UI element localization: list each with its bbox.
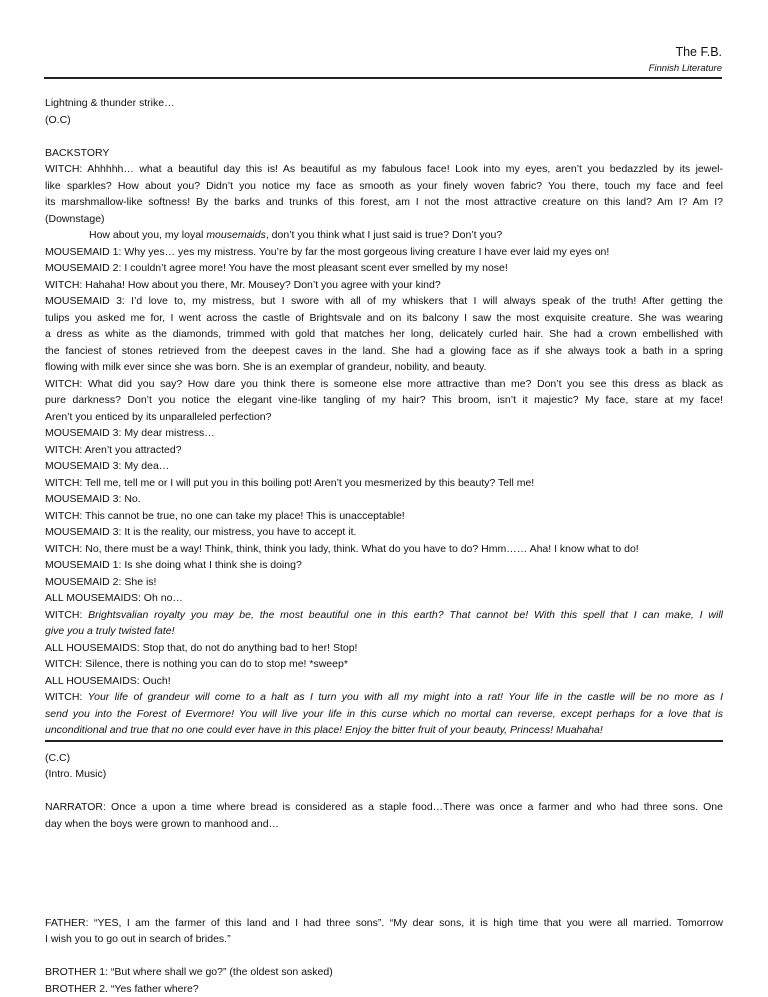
text-run-italic: Brightsvalian royalty you may be, the most beautiful one in this earth? That cannot be! With this spell that I can make, I will xyxy=(88,609,723,621)
dialogue-line: unconditional and true that no one could ever have in this place! Enjoy the bitter fruit of your beauty, Princess! Muahaha! xyxy=(45,722,723,739)
dialogue-line: give you a truly twisted fate! xyxy=(45,623,723,640)
dialogue-line: WITCH: Ahhhhh… what a beautiful day this is! As beautiful as my fabulous face! Look into my eyes, aren’t you bedazzled by its jewel- xyxy=(45,161,723,178)
dialogue-line: ALL MOUSEMAIDS: Oh no… xyxy=(45,590,723,607)
dialogue-line: NARRATOR: Once a upon a time where bread is considered as a staple food…There was once a farmer and who had three sons. One xyxy=(45,799,723,816)
dialogue-line: MOUSEMAID 3: My dear mistress… xyxy=(45,425,723,442)
dialogue-line: pure darkness? Don’t you notice the elegant vine-like tangling of my hair? This broom, isn’t it majestic? My face, stare at my face! xyxy=(45,392,723,409)
text-run-italic: Your life of grandeur will come to a halt as I turn you with all my might into a rat! Your life in the castle will be no more as I xyxy=(88,691,723,703)
dialogue-line: BROTHER 2. “Yes father where? xyxy=(45,981,723,997)
stage-direction: (C.C) xyxy=(45,750,723,767)
text-run-italic: mousemaids xyxy=(206,229,266,241)
dialogue-line: MOUSEMAID 2: I couldn’t agree more! You have the most pleasant scent ever smelled by my nose! xyxy=(45,260,723,277)
dialogue-line: ALL HOUSEMAIDS: Ouch! xyxy=(45,673,723,690)
section-rule xyxy=(45,740,723,742)
dialogue-line xyxy=(45,227,723,244)
dialogue-line: day when the boys were grown to manhood and… xyxy=(45,816,723,833)
page-header xyxy=(649,44,722,75)
dialogue-line: like sparkles? How about you? Didn’t you notice my face as smooth as your finely woven fabric? You there, touch my face and feel xyxy=(45,178,723,195)
dialogue-line: its marshmallow-like softness! By the barks and trunks of this forest, am I not the most attractive creature on this land? Am I? Am I? xyxy=(45,194,723,211)
dialogue-line: send you into the Forest of Evermore! You will live your life in this curse which no mortal can reverse, except perhaps for a love that is xyxy=(45,706,723,723)
dialogue-line: Aren’t you enticed by its unparalleled perfection? xyxy=(45,409,723,426)
dialogue-line: WITCH: This cannot be true, no one can take my place! This is unacceptable! xyxy=(45,508,723,525)
dialogue-line xyxy=(45,607,723,624)
header-rule xyxy=(44,77,722,79)
dialogue-line: WITCH: Tell me, tell me or I will put you in this boiling pot! Aren’t you mesmerized by this beauty? Tell me! xyxy=(45,475,723,492)
dialogue-line xyxy=(45,689,723,706)
stage-direction: (Intro. Music) xyxy=(45,766,723,783)
section-heading: BACKSTORY xyxy=(45,145,723,162)
dialogue-line: I wish you to go out in search of brides.” xyxy=(45,931,723,948)
stage-direction: Lightning & thunder strike… xyxy=(45,95,723,112)
dialogue-line: WITCH: Aren’t you attracted? xyxy=(45,442,723,459)
header-subtitle: Finnish Literature xyxy=(649,62,722,75)
dialogue-line: ALL HOUSEMAIDS: Stop that, do not do anything bad to her! Stop! xyxy=(45,640,723,657)
text-run: , don’t you think what I just said is true? Don’t you? xyxy=(266,229,502,241)
dialogue-line: BROTHER 1: “But where shall we go?” (the oldest son asked) xyxy=(45,964,723,981)
dialogue-line: (Downstage) xyxy=(45,211,723,228)
text-run: WITCH: xyxy=(45,609,88,621)
stage-direction: (O.C) xyxy=(45,112,723,129)
dialogue-line: FATHER: “YES, I am the farmer of this land and I had three sons”. “My dear sons, it is high time that you were all married. Tomorrow xyxy=(45,915,723,932)
dialogue-line: MOUSEMAID 3: It is the reality, our mistress, you have to accept it. xyxy=(45,524,723,541)
dialogue-line: WITCH: What did you say? How dare you think there is someone else more attractive than me? Don’t you see this dress as black as xyxy=(45,376,723,393)
text-run: WITCH: xyxy=(45,691,88,703)
dialogue-line: MOUSEMAID 2: She is! xyxy=(45,574,723,591)
dialogue-line: the fanciest of stones retrieved from the deepest caves in the land. She had a glowing face as if she always took a bath in a spring xyxy=(45,343,723,360)
text-run: How about you, my loyal xyxy=(89,229,206,241)
dialogue-line: MOUSEMAID 3: No. xyxy=(45,491,723,508)
dialogue-line: WITCH: Hahaha! How about you there, Mr. Mousey? Don’t you agree with your kind? xyxy=(45,277,723,294)
dialogue-line: MOUSEMAID 3: I’d love to, my mistress, but I swore with all of my whiskers that I will always speak of the truth! After getting the xyxy=(45,293,723,310)
dialogue-line: a dress as white as the diamonds, trimmed with gold that matches her long, delicately curled hair. She had a crown embellished with xyxy=(45,326,723,343)
header-title: The F.B. xyxy=(649,44,722,60)
dialogue-line: tulips you asked me for, I went across the castle of Brightsvale and on its balcony I saw the most exquisite creature. She was wearing xyxy=(45,310,723,327)
dialogue-line: WITCH: Silence, there is nothing you can do to stop me! *sweep* xyxy=(45,656,723,673)
dialogue-line: MOUSEMAID 1: Is she doing what I think she is doing? xyxy=(45,557,723,574)
dialogue-line: WITCH: No, there must be a way! Think, think, think you lady, think. What do you have to do? Hmm…… Aha! I know what to do! xyxy=(45,541,723,558)
dialogue-line: MOUSEMAID 3: My dea… xyxy=(45,458,723,475)
script-body xyxy=(45,95,723,997)
dialogue-line: MOUSEMAID 1: Why yes… yes my mistress. You’re by far the most gorgeous living creature I have ever laid my eyes on! xyxy=(45,244,723,261)
dialogue-line: flowing with milk ever since she was born. She is an exemplar of grandeur, nobility, and beauty. xyxy=(45,359,723,376)
